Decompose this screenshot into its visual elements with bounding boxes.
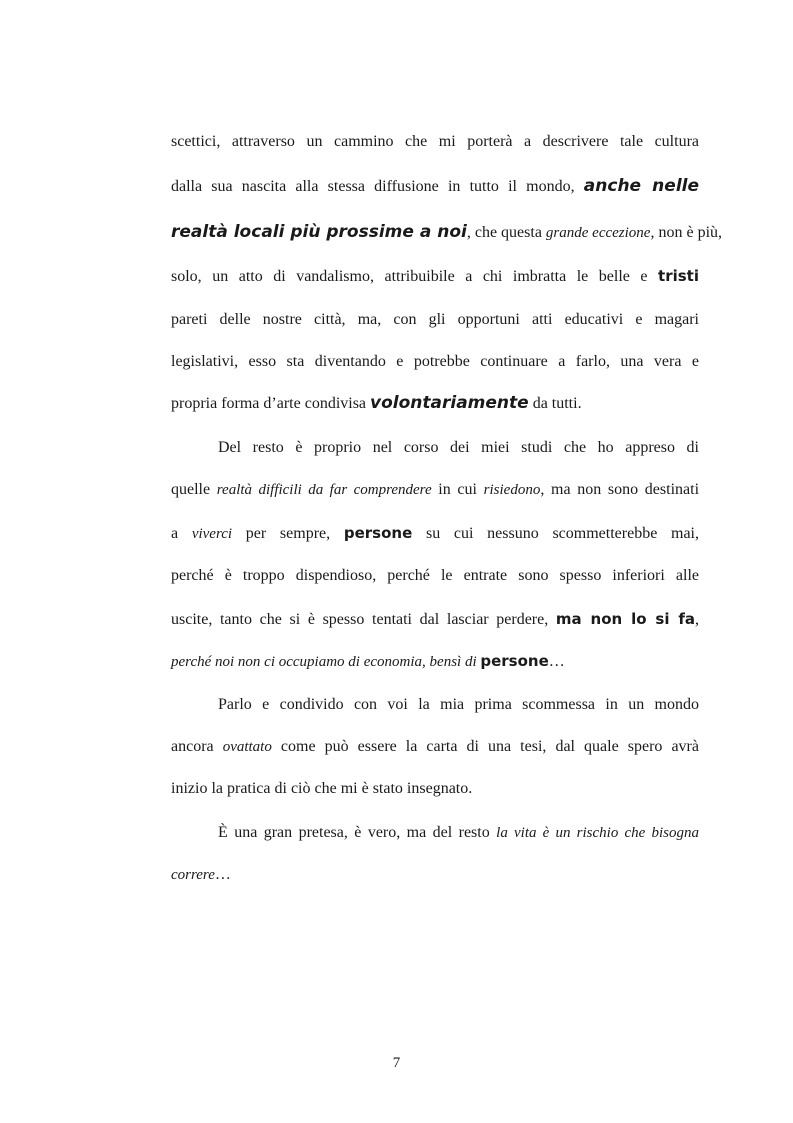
text-line: uscite, tanto che si è spesso tentati dal lasciar perdere, ma non lo si fa,: [171, 610, 700, 628]
page-number: 7: [392, 1055, 401, 1071]
text-line: solo, un atto di vandalismo, attribuibile a chi imbratta le belle e tristi: [171, 267, 699, 285]
text-line: Del resto è proprio nel corso dei miei studi che ho appreso di: [218, 439, 699, 456]
text-line: realtà locali più prossime a noi, che questa grande eccezione, non è più,: [171, 222, 723, 242]
text-line: perché è troppo dispendioso, perché le entrate sono spesso inferiori alle: [171, 567, 699, 584]
emphasis-bold: tristi: [658, 267, 699, 285]
emphasis-italic: perché noi non ci occupiamo di economia, bensì di: [171, 654, 481, 670]
emphasis-italic: la vita è un rischio che bisogna: [496, 825, 699, 841]
text-line: Parlo e condivido con voi la mia prima scommessa in un mondo: [218, 696, 699, 713]
emphasis-italic: correre: [171, 867, 215, 883]
text-line: dalla sua nascita alla stessa diffusione in tutto il mondo, anche nelle: [171, 176, 699, 196]
text-line: pareti delle nostre città, ma, con gli opportuni atti educativi e magari: [171, 311, 699, 328]
emphasis-bold-italic: volontariamente: [370, 393, 529, 413]
text-line: inizio la pratica di ciò che mi è stato insegnato.: [171, 780, 473, 797]
text-line: a viverci per sempre, persone su cui nessuno scommetterebbe mai,: [171, 524, 699, 542]
text-line: ancora ovattato come può essere la carta di una tesi, dal quale spero avrà: [171, 738, 699, 755]
text-line: quelle realtà difficili da far comprendere in cui risiedono, ma non sono destinati: [171, 481, 700, 498]
emphasis-bold-italic: anche nelle: [583, 176, 699, 196]
emphasis-bold-italic: realtà locali più prossime a noi: [171, 222, 467, 242]
emphasis-italic: grande eccezione: [545, 225, 651, 241]
text-line: correre…: [171, 866, 231, 883]
emphasis-bold: ma non lo si fa: [555, 610, 696, 628]
emphasis-bold: persone: [480, 652, 549, 670]
text-line: legislativi, esso sta diventando e potrebbe continuare a farlo, una vera e: [171, 353, 699, 370]
emphasis-italic: risiedono: [483, 482, 541, 498]
emphasis-italic: realtà difficili da far comprendere: [216, 482, 432, 498]
emphasis-bold: persone: [343, 524, 413, 542]
text-line: scettici, attraverso un cammino che mi porterà a descrivere tale cultura: [171, 133, 699, 150]
text-line: È una gran pretesa, è vero, ma del resto la vita è un rischio che bisogna: [218, 824, 699, 841]
emphasis-italic: ovattato: [222, 739, 272, 755]
text-line: propria forma d’arte condivisa volontariamente da tutti.: [171, 393, 582, 413]
text-line: perché noi non ci occupiamo di economia, bensì di persone…: [171, 652, 565, 670]
emphasis-italic: viverci: [191, 526, 233, 542]
